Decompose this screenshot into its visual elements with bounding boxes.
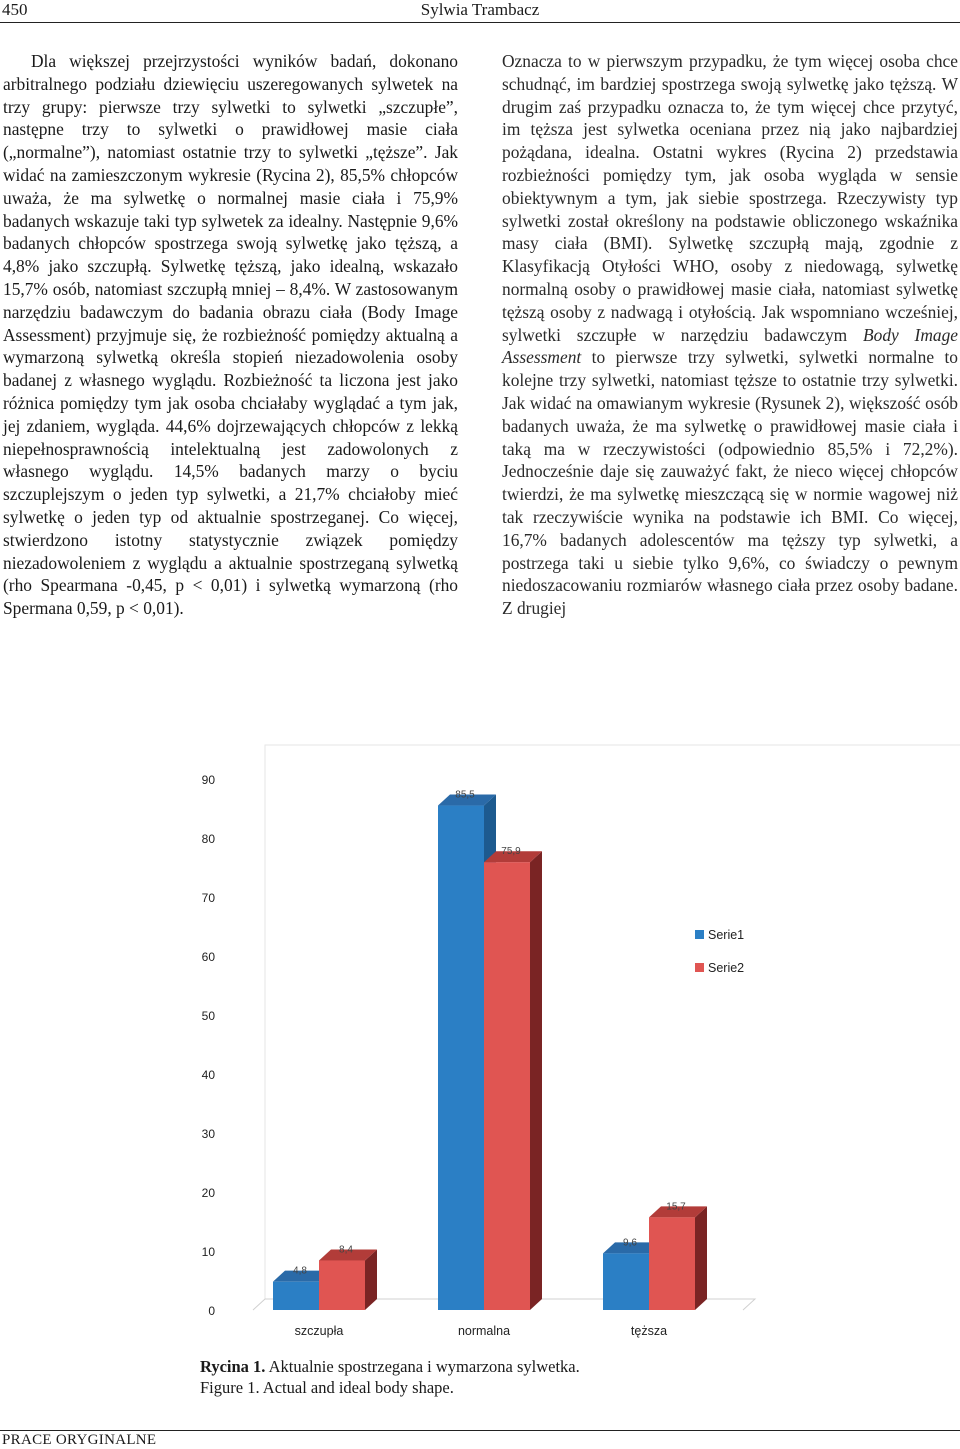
page-number: 450	[2, 0, 28, 19]
y-tick-label: 30	[201, 1127, 215, 1141]
bar-value-label: 75,9	[501, 846, 521, 858]
page-footer	[0, 1430, 960, 1448]
bar	[438, 806, 484, 1310]
legend-swatch	[695, 963, 704, 972]
x-category-label: szczupła	[294, 1324, 344, 1338]
y-tick-label: 20	[201, 1186, 215, 1200]
legend-label: Serie2	[708, 961, 745, 975]
text-column-left	[3, 50, 458, 620]
page-header	[0, 0, 960, 24]
paragraph-right-part1: Oznacza to w pierwszym przypadku, że tym więcej osoba chce schudnąć, im bardziej spostrzega swoją sylwetkę jako tęższą. W drugim zaś przypadku oznacza to, że tym więcej chce przytyć, im tęższa jest sylwetka oceniana przez nią jako najbardziej pożądana, idealna. Ostatni wykres (Rycina 2) przedstawia rozbieżności pomiędzy tym, jak osoba wygląda w sensie obiektywnym a tym, jak siebie spostrzega. Rzeczywisty typ sylwetki został określony na podstawie obliczonego wskaźnika masy ciała (BMI). Sylwetkę szczupłą mają, zgodnie z Klasyfikacją Otyłości WHO, osoby z niedowagą, sylwetkę normalną osoby o prawidłowej masie ciała, natomiast sylwetkę tęższą osoby z nadwagą i otyłością. Jak wspomniano wcześniej, sylwetki szczupłe w narzędziu badawczym	[502, 51, 958, 345]
bar-side	[695, 1206, 707, 1310]
bar-chart	[195, 740, 960, 1350]
caption-english: Figure 1. Actual and ideal body shape.	[200, 1378, 454, 1397]
footer-section-label: PRACE ORYGINALNE	[2, 1432, 157, 1448]
caption-polish	[200, 1356, 580, 1377]
bar-value-label: 8,4	[339, 1244, 353, 1256]
caption-label: Rycina 1.	[200, 1357, 266, 1376]
paragraph-right	[502, 50, 958, 620]
y-tick-label: 90	[201, 773, 215, 787]
bar	[319, 1260, 365, 1310]
y-tick-label: 80	[201, 832, 215, 846]
legend-swatch	[695, 930, 704, 939]
bar-value-label: 85,5	[455, 789, 475, 801]
y-tick-label: 10	[201, 1245, 215, 1259]
chart-back-wall	[265, 745, 960, 1299]
bar	[603, 1253, 649, 1310]
bar	[649, 1217, 695, 1310]
bar	[273, 1282, 319, 1310]
figure-chart	[195, 740, 960, 1350]
legend-label: Serie1	[708, 928, 745, 942]
y-tick-label: 40	[201, 1068, 215, 1082]
header-rule	[0, 22, 960, 23]
x-category-label: tęższa	[630, 1324, 668, 1338]
text-column-right	[502, 50, 958, 620]
figure-caption	[200, 1356, 580, 1398]
y-tick-label: 60	[201, 950, 215, 964]
y-tick-label: 0	[208, 1304, 215, 1318]
running-head-author: Sylwia Trambacz	[420, 0, 540, 19]
caption-text-pl: Aktualnie spostrzegana i wymarzona sylwetka.	[265, 1357, 580, 1376]
x-category-label: normalna	[457, 1324, 511, 1338]
paragraph-left: Dla większej przejrzystości wyników badań, dokonano arbitralnego podziału dziewięciu uszeregowanych sylwetek na trzy grupy: pierwsze trzy sylwetki to sylwetki „szczupłe”, następne trzy to sylwetki o prawidłowej masie ciała („normalne”), natomiast ostatnie trzy to sylwetki „tęższe”. Jak widać na zamieszczonym wykresie (Rycina 2), 85,5% chłopców uważa, że ma sylwetkę o normalnej masie ciała i 75,9% badanych wskazuje taki typ sylwetek za idealny. Następnie 9,6% badanych chłopców spostrzega swoją sylwetkę jako tęższą, a 4,8% jako szczupłą. Sylwetkę tęższą, jako idealną, wskazało 15,7% osób, natomiast szczupłą mniej – 8,4%. W zastosowanym narzędziu badawczym do badania obrazu ciała (Body Image Assessment) przyjmuje się, że rozbieżność pomiędzy aktualną a wymarzoną sylwetką określa stopień niezadowolenia osoby badanej z własnego wyglądu. Rozbieżność ta liczona jest jako różnica pomiędzy tym jak osoba chciałaby wyglądać a tym jak, jej zdaniem, wygląda. 44,6% dojrzewających chłopców z lekką niepełnosprawnością intelektualną jest zadowolonych z własnego wyglądu. 14,5% badanych marzy o byciu szczuplejszym o jeden typ sylwetki, a 21,7% chciałoby mieć sylwetkę o jeden typ od aktualnie spostrzeganej. Co więcej, stwierdzono istotny statystycznie związek pomiędzy niezadowoleniem z wyglądu a aktualnie spostrzeganą sylwetką (rho Spearmana -0,45, p < 0,01) i sylwetką wymarzoną (rho Spermana 0,59, p < 0,01).	[3, 51, 458, 619]
paragraph-right-part2: to pierwsze trzy sylwetki, sylwetki normalne to kolejne trzy sylwetki, natomiast tęższe to ostatnie trzy sylwetki. Jak widać na omawianym wykresie (Rysunek 2), większość osób badanych uważa, że ma sylwetkę o prawidłowej masie ciała i taką ma w rzeczywistości (odpowiednio 85,5% i 72,2%). Jednocześnie daje się zauważyć fakt, że nieco więcej chłopców twierdzi, że ma sylwetkę mieszczącą się w normie wagowej niż tak rzeczywiście wynika na podstawie ich BMI. Co więcej, 16,7% badanych adolescentów ma tęższy typ sylwetki, a postrzega taki u siebie tylko 9,6%, co świadczy o pewnym niedoszacowaniu rozmiarów własnego ciała przez osoby badane. Z drugiej	[502, 347, 958, 619]
y-tick-label: 50	[201, 1009, 215, 1023]
bar-value-label: 4,8	[293, 1265, 307, 1277]
bar-value-label: 9,6	[623, 1237, 637, 1249]
instrument-name-italic: Body Image Assessment	[502, 324, 958, 368]
bar-value-label: 15,7	[666, 1201, 686, 1213]
bar	[484, 862, 530, 1310]
y-tick-label: 70	[201, 891, 215, 905]
bar-side	[530, 851, 542, 1310]
footer-rule	[0, 1430, 960, 1431]
